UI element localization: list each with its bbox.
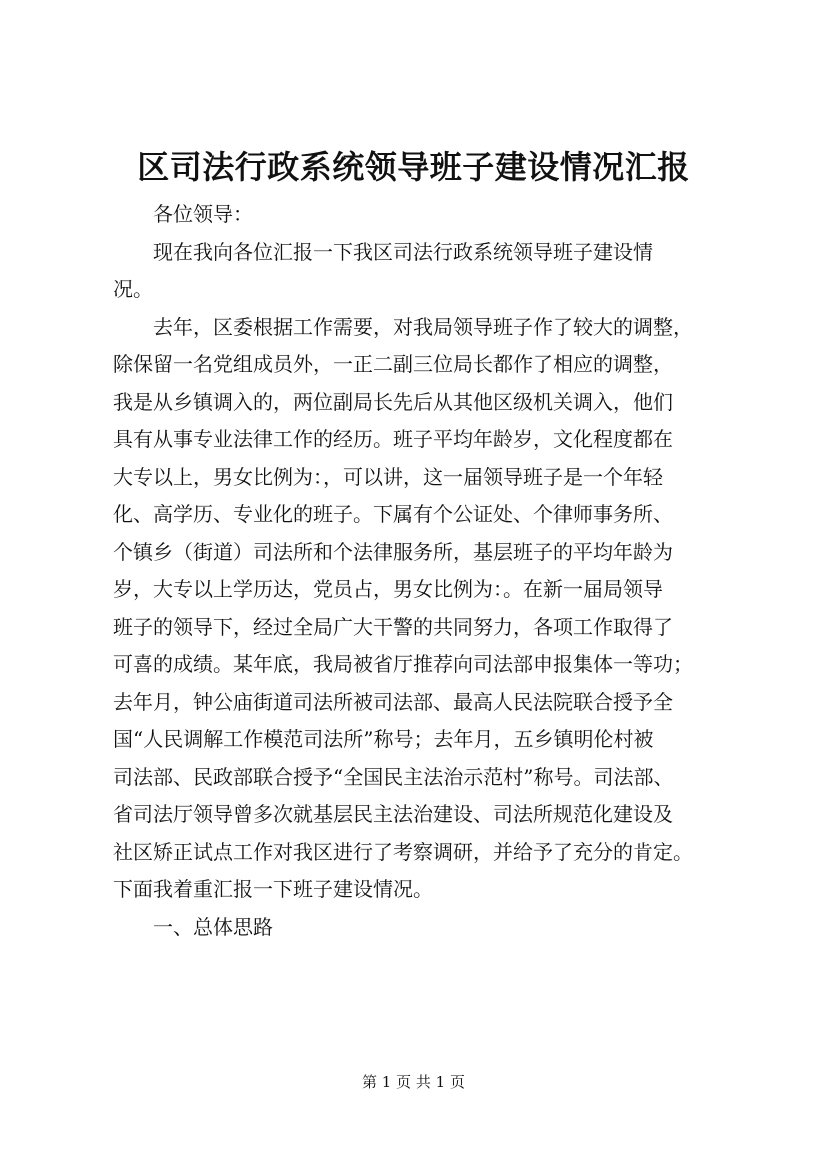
body-line: 我是从乡镇调入的，两位副局长先后从其他区级机关调入，他们	[113, 389, 673, 414]
intro-line: 现在我向各位汇报一下我区司法行政系统领导班子建设情	[153, 239, 653, 264]
body-line: 可喜的成绩。某年底，我局被省厅推荐向司法部申报集体一等功；	[113, 652, 693, 676]
body-line: 国“人民调解工作模范司法所”称号；去年月，五乡镇明伦村被	[113, 727, 654, 751]
document-title: 区司法行政系统领导班子建设情况汇报	[137, 148, 690, 186]
body-line: 司法部、民政部联合授予“全国民主法治示范村”称号。司法部、	[113, 764, 674, 789]
body-line: 化、高学历、专业化的班子。下属有个公证处、个律师事务所、	[113, 502, 673, 526]
body-line: 去年，区委根据工作需要，对我局领导班子作了较大的调整，	[153, 314, 693, 339]
document-body	[113, 196, 753, 946]
section-heading: 一、总体思路	[153, 914, 273, 939]
salutation: 各位领导：	[153, 202, 253, 226]
body-line: 下面我着重汇报一下班子建设情况。	[113, 877, 433, 901]
body-line: 去年月，钟公庙街道司法所被司法部、最高人民法院联合授予全	[113, 689, 673, 714]
body-line: 岁，大专以上学历达，党员占，男女比例为：。在新一届局领导	[113, 577, 663, 601]
body-line: 除保留一名党组成员外，一正二副三位局长都作了相应的调整，	[113, 352, 673, 376]
page-footer: 第 1 页 共 1 页	[362, 1073, 465, 1091]
body-line: 个镇乡（街道）司法所和个法律服务所，基层班子的平均年龄为	[113, 539, 673, 564]
body-line: 具有从事专业法律工作的经历。班子平均年龄岁，文化程度都在	[113, 427, 673, 451]
body-line: 省司法厅领导曾多次就基层民主法治建设、司法所规范化建设及	[113, 802, 673, 826]
intro-line: 况。	[113, 277, 153, 301]
body-line: 大专以上，男女比例为：，可以讲，这一届领导班子是一个年轻	[113, 464, 663, 489]
body-line: 班子的领导下，经过全局广大干警的共同努力，各项工作取得了	[113, 614, 673, 639]
body-line: 社区矫正试点工作对我区进行了考察调研，并给予了充分的肯定。	[113, 839, 693, 864]
